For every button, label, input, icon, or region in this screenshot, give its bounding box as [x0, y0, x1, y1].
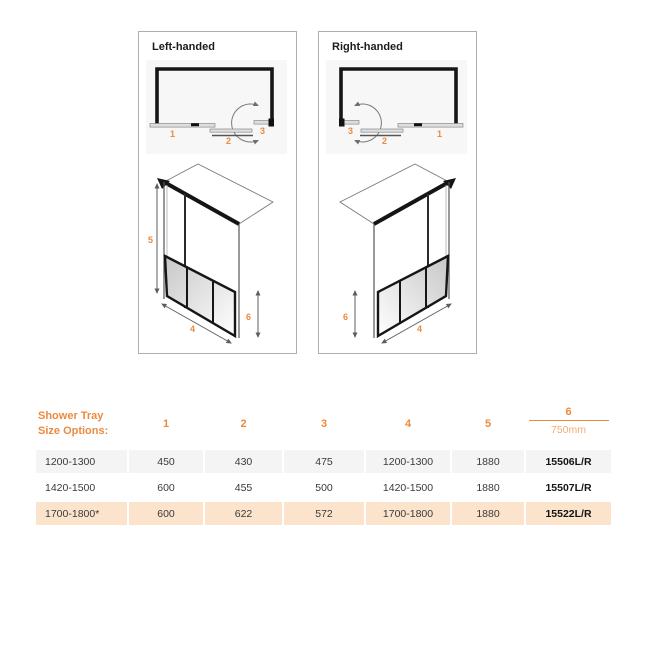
- cell-row2-col1: 600: [129, 476, 203, 499]
- cell-row3-col5: 1880: [452, 502, 524, 525]
- svg-text:5: 5: [148, 235, 154, 245]
- col-header-6-note: 750mm: [550, 424, 586, 436]
- cell-row3-col1: 600: [129, 502, 203, 525]
- col-header-2: 2: [240, 418, 247, 430]
- cell-row2-size: 1420-1500: [36, 476, 127, 499]
- door-hinge-block: [269, 119, 275, 127]
- table-title-line1: Shower Tray: [38, 410, 104, 422]
- svg-text:1: 1: [437, 129, 443, 139]
- svg-text:6: 6: [343, 312, 349, 322]
- plan-background: [146, 60, 287, 154]
- door-hinge-block: [339, 119, 345, 127]
- cell-row3-col4: 1700-1800: [366, 502, 450, 525]
- door-handle-mark: [414, 123, 422, 126]
- cell-row3-size: 1700-1800*: [36, 502, 127, 525]
- cell-row2-code: 15507L/R: [526, 476, 611, 499]
- cell-row3-code: 15522L/R: [526, 502, 611, 525]
- svg-text:4: 4: [417, 324, 423, 334]
- col-header-4: 4: [404, 418, 412, 430]
- cell-row1-col1: 450: [129, 450, 203, 473]
- svg-text:4: 4: [190, 324, 196, 334]
- plan-view-right: [326, 60, 467, 154]
- cell-row1-size: 1200-1300: [36, 450, 127, 473]
- col-header-6-underline: [529, 420, 609, 421]
- size-options-table: [36, 401, 611, 525]
- plan-view-left: [146, 60, 287, 154]
- svg-text:3: 3: [348, 126, 354, 136]
- cell-row2-col4: 1420-1500: [366, 476, 450, 499]
- half-height-glass-panels: [378, 256, 448, 336]
- svg-text:1: 1: [170, 129, 176, 139]
- left-handed-title: Left-handed: [152, 41, 215, 53]
- cell-row3-col2: 622: [205, 502, 282, 525]
- col-header-6-number: 6: [565, 406, 572, 418]
- plan-background: [326, 60, 467, 154]
- svg-text:2: 2: [382, 136, 388, 146]
- door-handle-mark: [191, 123, 199, 126]
- cell-row3-col3: 572: [284, 502, 364, 525]
- svg-text:2: 2: [226, 136, 232, 146]
- cell-row1-col4: 1200-1300: [366, 450, 450, 473]
- cell-row2-col5: 1880: [452, 476, 524, 499]
- cell-row1-code: 15506L/R: [526, 450, 611, 473]
- mirrored-iso-geometry: [340, 164, 456, 343]
- col-header-1: 1: [162, 418, 170, 430]
- iso-structure: [157, 164, 273, 338]
- right-handed-title: Right-handed: [332, 41, 403, 53]
- svg-text:3: 3: [260, 126, 266, 136]
- table-title: [36, 401, 127, 447]
- half-height-glass-panels: [165, 256, 235, 336]
- cell-row1-col5: 1880: [452, 450, 524, 473]
- iso-view-left: [146, 160, 287, 345]
- col-header-3: 3: [320, 418, 328, 430]
- left-handed-panel: [138, 31, 297, 354]
- iso-view-right: [326, 160, 467, 345]
- col-header-5: 5: [484, 418, 492, 430]
- cell-row1-col3: 475: [284, 450, 364, 473]
- table-title-line2: Size Options:: [38, 425, 109, 437]
- cell-row2-col3: 500: [284, 476, 364, 499]
- svg-text:6: 6: [246, 312, 252, 322]
- cell-row1-col2: 430: [205, 450, 282, 473]
- col-header-6: [526, 401, 611, 447]
- right-handed-panel: [318, 31, 477, 354]
- cell-row2-col2: 455: [205, 476, 282, 499]
